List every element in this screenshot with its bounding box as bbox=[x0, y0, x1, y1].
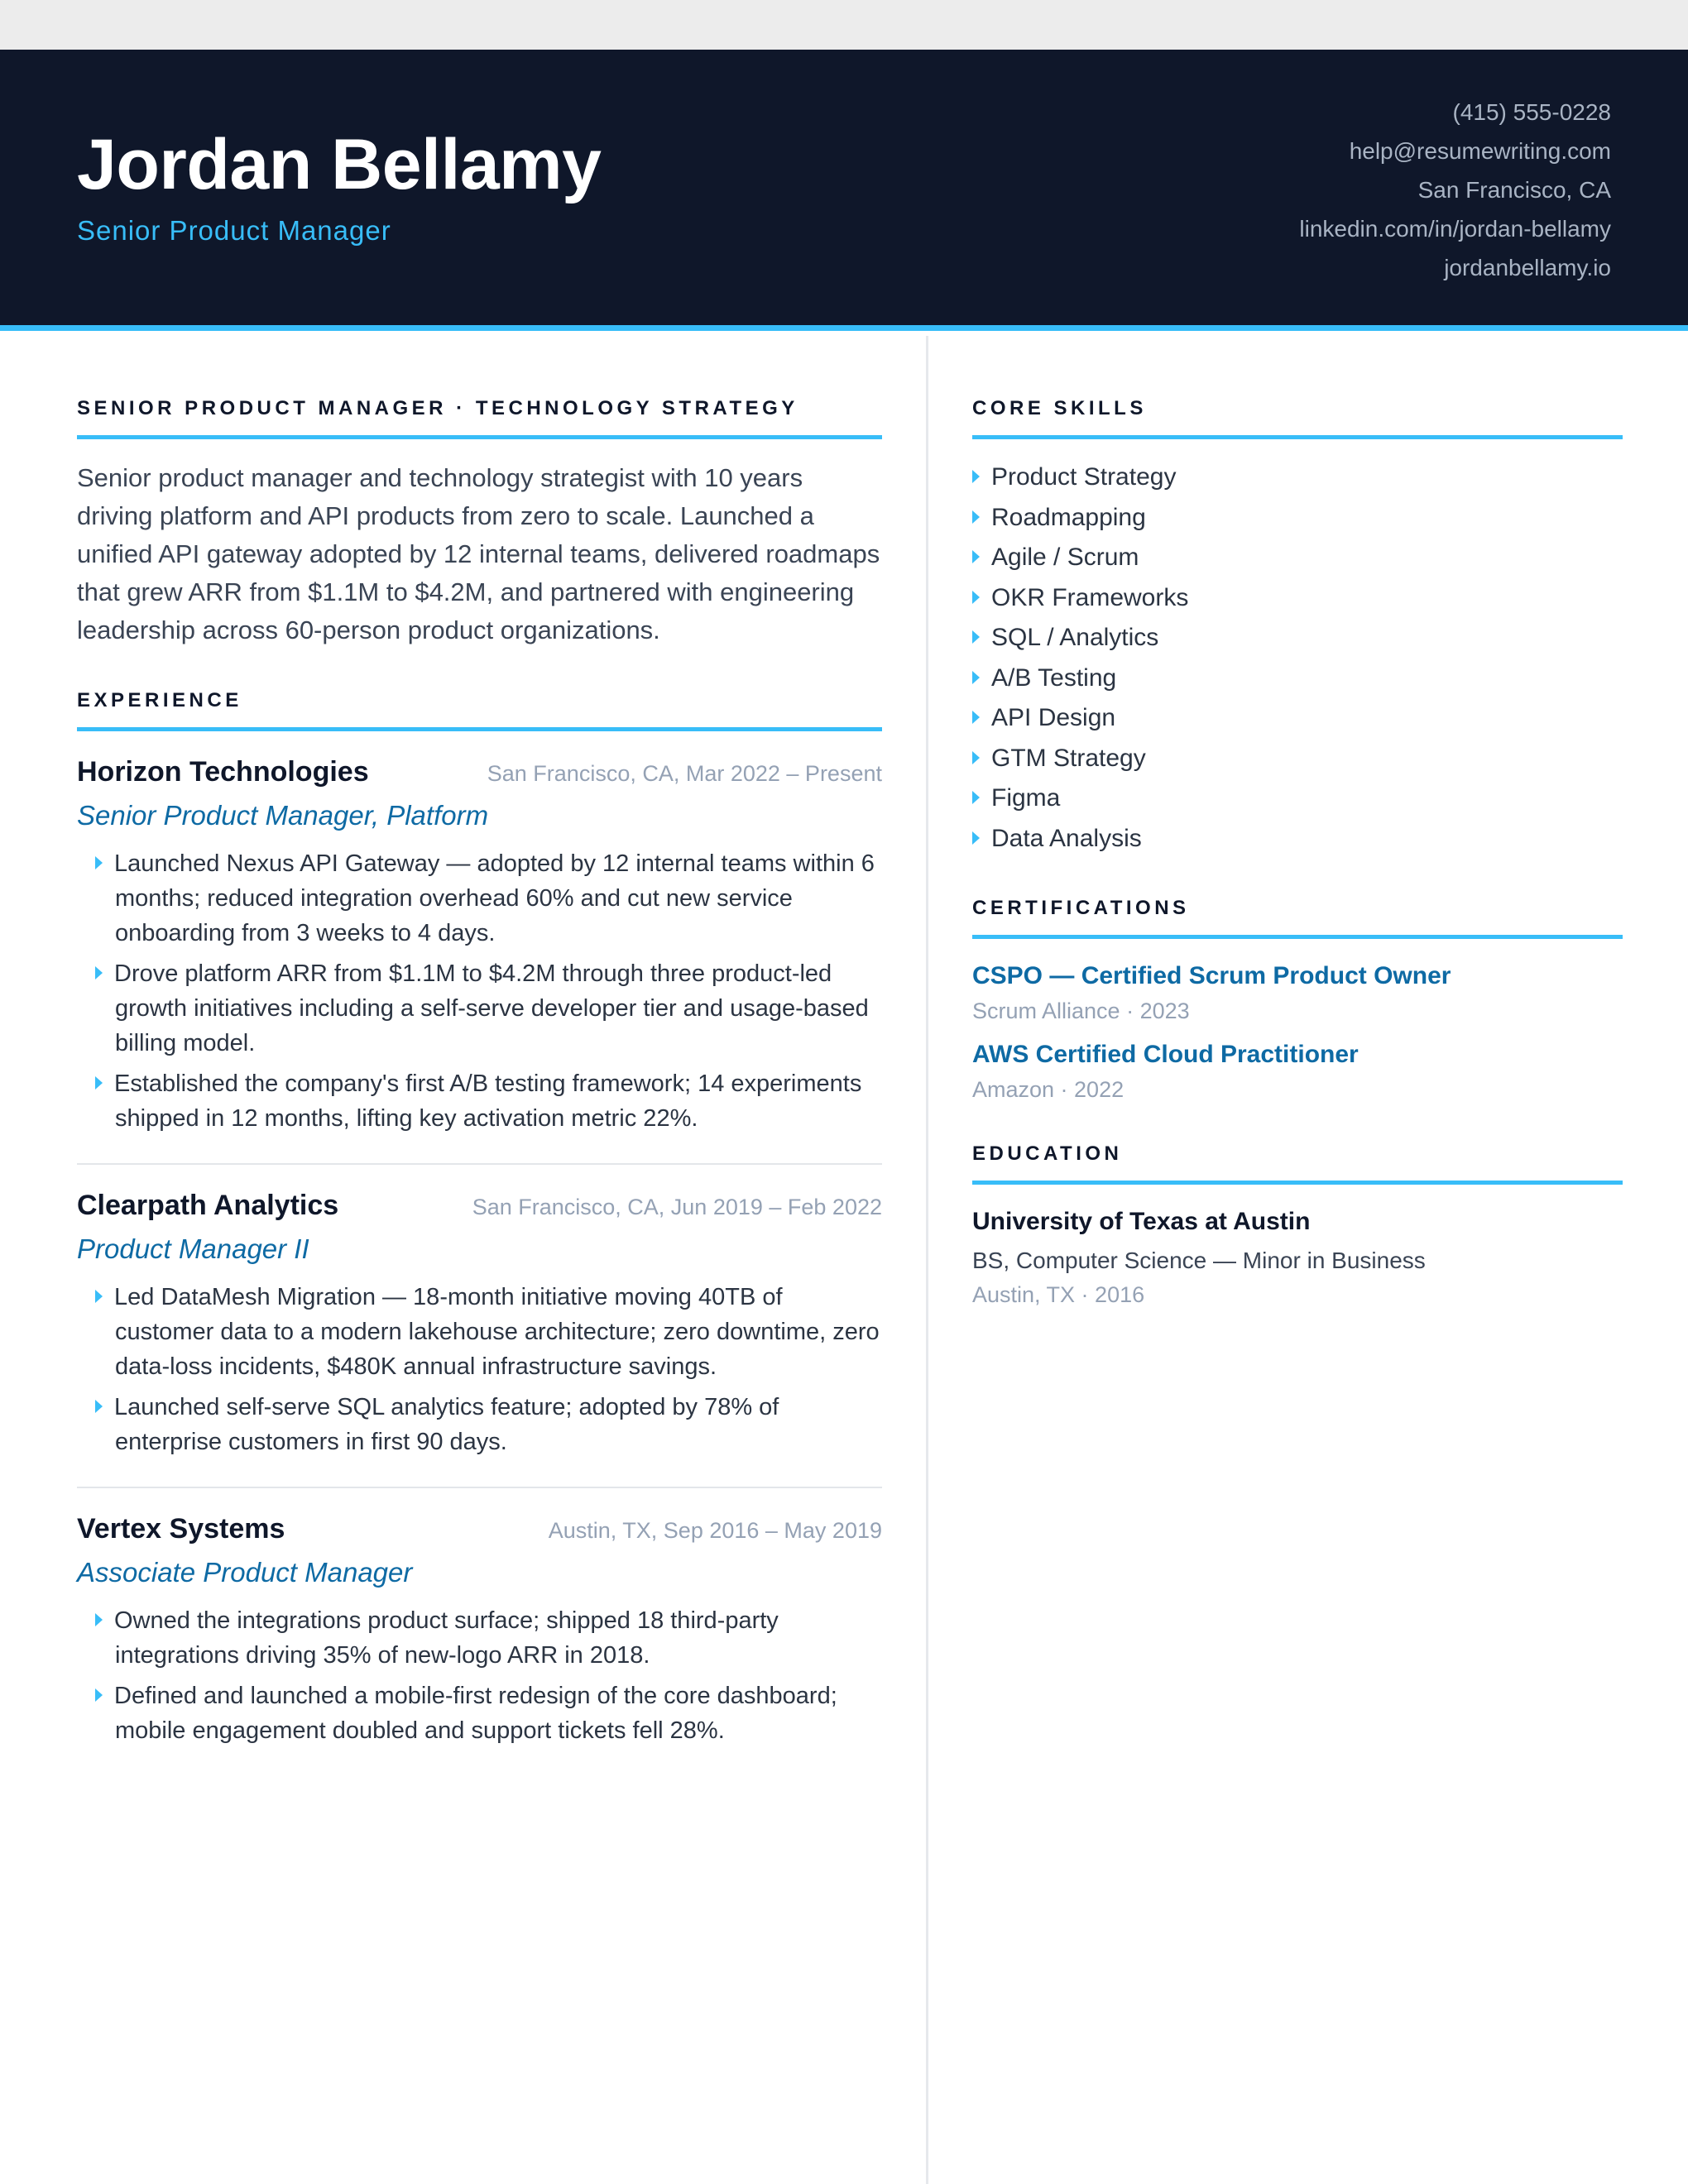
skills-list bbox=[972, 457, 1623, 859]
job-bullet bbox=[77, 846, 882, 951]
job-bullet bbox=[77, 1679, 882, 1748]
job-entry bbox=[77, 1488, 882, 1775]
job-header bbox=[77, 756, 882, 788]
candidate-title: Senior Product Manager bbox=[77, 215, 391, 246]
certifications-heading: CERTIFICATIONS bbox=[972, 897, 1623, 939]
column-divider bbox=[926, 336, 928, 2184]
skills-heading: CORE SKILLS bbox=[972, 397, 1623, 439]
skill-label: GTM Strategy bbox=[991, 744, 1146, 772]
triangle-bullet-icon bbox=[972, 831, 980, 845]
job-bullet-text: Established the company's first A/B testing framework; 14 experiments shipped in 12 months, lifting key activation metric 22%. bbox=[114, 1070, 862, 1132]
skill-item bbox=[972, 778, 1623, 819]
contact-location: San Francisco, CA bbox=[1417, 177, 1611, 203]
job-bullet bbox=[77, 1280, 882, 1384]
experience-heading: EXPERIENCE bbox=[77, 689, 882, 731]
triangle-bullet-icon bbox=[95, 1076, 103, 1090]
right-column bbox=[972, 397, 1623, 1308]
contact-info bbox=[1299, 93, 1611, 287]
skill-label: A/B Testing bbox=[991, 663, 1117, 692]
skill-item bbox=[972, 618, 1623, 659]
job-company: Clearpath Analytics bbox=[77, 1190, 339, 1221]
job-bullet-text: Launched Nexus API Gateway — adopted by 12 internal teams within 6 months; reduced integration overhead 60% and cut new service onboarding from 3 weeks to 4 days. bbox=[114, 850, 875, 946]
certification-name: AWS Certified Cloud Practitioner bbox=[972, 1041, 1359, 1068]
education-degree: BS, Computer Science — Minor in Business bbox=[972, 1248, 1426, 1273]
skill-item bbox=[972, 457, 1623, 498]
skill-item bbox=[972, 538, 1623, 578]
job-header bbox=[77, 1513, 882, 1545]
job-bullet bbox=[77, 1390, 882, 1459]
skill-item bbox=[972, 659, 1623, 699]
triangle-bullet-icon bbox=[972, 550, 980, 563]
triangle-bullet-icon bbox=[95, 1290, 103, 1303]
skill-label: SQL / Analytics bbox=[991, 624, 1159, 651]
triangle-bullet-icon bbox=[95, 966, 103, 979]
triangle-bullet-icon bbox=[972, 470, 980, 483]
certification-issuer-year: Amazon · 2022 bbox=[972, 1077, 1125, 1102]
job-bullets bbox=[77, 1603, 882, 1748]
skill-label: Figma bbox=[991, 784, 1061, 812]
job-company: Horizon Technologies bbox=[77, 756, 369, 788]
job-location-dates: Austin, TX, Sep 2016 – May 2019 bbox=[548, 1518, 882, 1543]
education-school: University of Texas at Austin bbox=[972, 1208, 1311, 1235]
triangle-bullet-icon bbox=[95, 1688, 103, 1702]
triangle-bullet-icon bbox=[972, 510, 980, 524]
skill-item bbox=[972, 578, 1623, 619]
job-bullet bbox=[77, 1603, 882, 1673]
skill-item bbox=[972, 739, 1623, 779]
skill-item bbox=[972, 698, 1623, 739]
contact-phone: (415) 555-0228 bbox=[1452, 99, 1611, 125]
skill-label: Product Strategy bbox=[991, 463, 1177, 491]
triangle-bullet-icon bbox=[972, 711, 980, 724]
job-role: Associate Product Manager bbox=[77, 1557, 413, 1588]
triangle-bullet-icon bbox=[95, 856, 103, 869]
education-heading: EDUCATION bbox=[972, 1142, 1623, 1185]
job-header bbox=[77, 1190, 882, 1222]
triangle-bullet-icon bbox=[972, 671, 980, 684]
job-bullet-text: Owned the integrations product surface; shipped 18 third-party integrations driving 35% of new-logo ARR in 2018. bbox=[114, 1607, 779, 1669]
summary-text: Senior product manager and technology strategist with 10 years driving platform and API products from zero to scale. Launched a unified API gateway adopted by 12 internal teams, delivered roadmaps that grew ARR from $1.1M to $4.2M, and partnered with engineering leadership across 60-person product organizations. bbox=[77, 463, 880, 644]
job-role: Product Manager II bbox=[77, 1233, 309, 1264]
job-role: Senior Product Manager, Platform bbox=[77, 800, 489, 831]
certification-name: CSPO — Certified Scrum Product Owner bbox=[972, 962, 1451, 989]
job-bullet bbox=[77, 956, 882, 1061]
contact-email[interactable]: help@resumewriting.com bbox=[1349, 138, 1611, 164]
job-bullets bbox=[77, 846, 882, 1136]
triangle-bullet-icon bbox=[95, 1613, 103, 1626]
skill-label: Data Analysis bbox=[991, 824, 1142, 852]
resume-page bbox=[0, 50, 1688, 2184]
education-location-year: Austin, TX · 2016 bbox=[972, 1282, 1145, 1307]
job-location-dates: San Francisco, CA, Jun 2019 – Feb 2022 bbox=[472, 1195, 882, 1219]
job-bullet bbox=[77, 1066, 882, 1136]
skill-item bbox=[972, 819, 1623, 860]
contact-linkedin[interactable]: linkedin.com/in/jordan-bellamy bbox=[1299, 216, 1611, 242]
certification-entry bbox=[972, 1041, 1623, 1103]
resume-header bbox=[0, 50, 1688, 331]
job-bullet-text: Drove platform ARR from $1.1M to $4.2M through three product-led growth initiatives including a self-serve developer tier and usage-based billing model. bbox=[114, 960, 869, 1056]
job-company: Vertex Systems bbox=[77, 1513, 285, 1545]
job-entry bbox=[77, 731, 882, 1165]
skill-label: Agile / Scrum bbox=[991, 544, 1139, 571]
candidate-name: Jordan Bellamy bbox=[77, 125, 602, 204]
triangle-bullet-icon bbox=[972, 791, 980, 804]
skill-label: Roadmapping bbox=[991, 503, 1146, 531]
job-bullets bbox=[77, 1280, 882, 1459]
skill-label: OKR Frameworks bbox=[991, 583, 1189, 611]
job-entry bbox=[77, 1165, 882, 1488]
contact-website[interactable]: jordanbellamy.io bbox=[1444, 255, 1611, 280]
job-location-dates: San Francisco, CA, Mar 2022 – Present bbox=[487, 761, 882, 786]
triangle-bullet-icon bbox=[972, 751, 980, 764]
triangle-bullet-icon bbox=[95, 1400, 103, 1413]
certification-issuer-year: Scrum Alliance · 2023 bbox=[972, 999, 1190, 1023]
triangle-bullet-icon bbox=[972, 630, 980, 644]
job-bullet-text: Launched self-serve SQL analytics feature; adopted by 78% of enterprise customers in first 90 days. bbox=[114, 1394, 779, 1455]
skill-item bbox=[972, 498, 1623, 539]
skill-label: API Design bbox=[991, 704, 1116, 731]
certification-entry bbox=[972, 962, 1623, 1024]
left-column bbox=[77, 397, 882, 1775]
job-bullet-text: Defined and launched a mobile-first redesign of the core dashboard; mobile engagement doubled and support tickets fell 28%. bbox=[114, 1683, 837, 1744]
job-bullet-text: Led DataMesh Migration — 18-month initiative moving 40TB of customer data to a modern lakehouse architecture; zero downtime, zero data-loss incidents, $480K annual infrastructure savings. bbox=[114, 1284, 880, 1380]
summary-heading: SENIOR PRODUCT MANAGER · TECHNOLOGY STRATEGY bbox=[77, 397, 882, 439]
triangle-bullet-icon bbox=[972, 591, 980, 604]
